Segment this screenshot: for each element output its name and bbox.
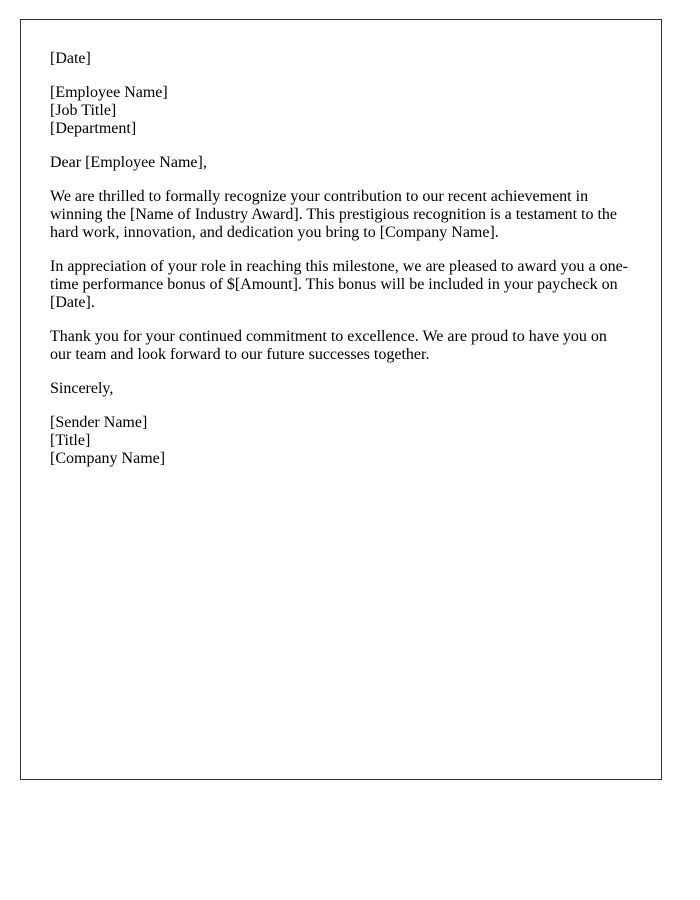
salutation: Dear [Employee Name], — [50, 154, 207, 171]
recipient-job-title: [Job Title] — [50, 102, 117, 119]
recipient-department: [Department] — [50, 120, 137, 137]
signature-block — [50, 414, 630, 468]
date-line: [Date] — [50, 50, 91, 67]
closing: Sincerely, — [50, 380, 114, 397]
sender-name: [Sender Name] — [50, 414, 148, 431]
body-paragraph-3: Thank you for your continued commitment to excellence. We are proud to have you on our team and look forward to our future successes together. — [50, 328, 607, 363]
body-paragraph-2: In appreciation of your role in reaching this milestone, we are pleased to award you a one-time performance bonus of $[Amount]. This bonus will be included in your paycheck on [Date]. — [50, 258, 629, 311]
letter-page — [20, 19, 662, 780]
sender-company: [Company Name] — [50, 450, 166, 467]
recipient-name: [Employee Name] — [50, 84, 168, 101]
recipient-block — [50, 84, 630, 138]
body-paragraph-1: We are thrilled to formally recognize your contribution to our recent achievement in winning the [Name of Industry Award]. This prestigious recognition is a testament to the hard work, innovation, and dedication you bring to [Company Name]. — [50, 188, 618, 241]
sender-title: [Title] — [50, 432, 91, 449]
